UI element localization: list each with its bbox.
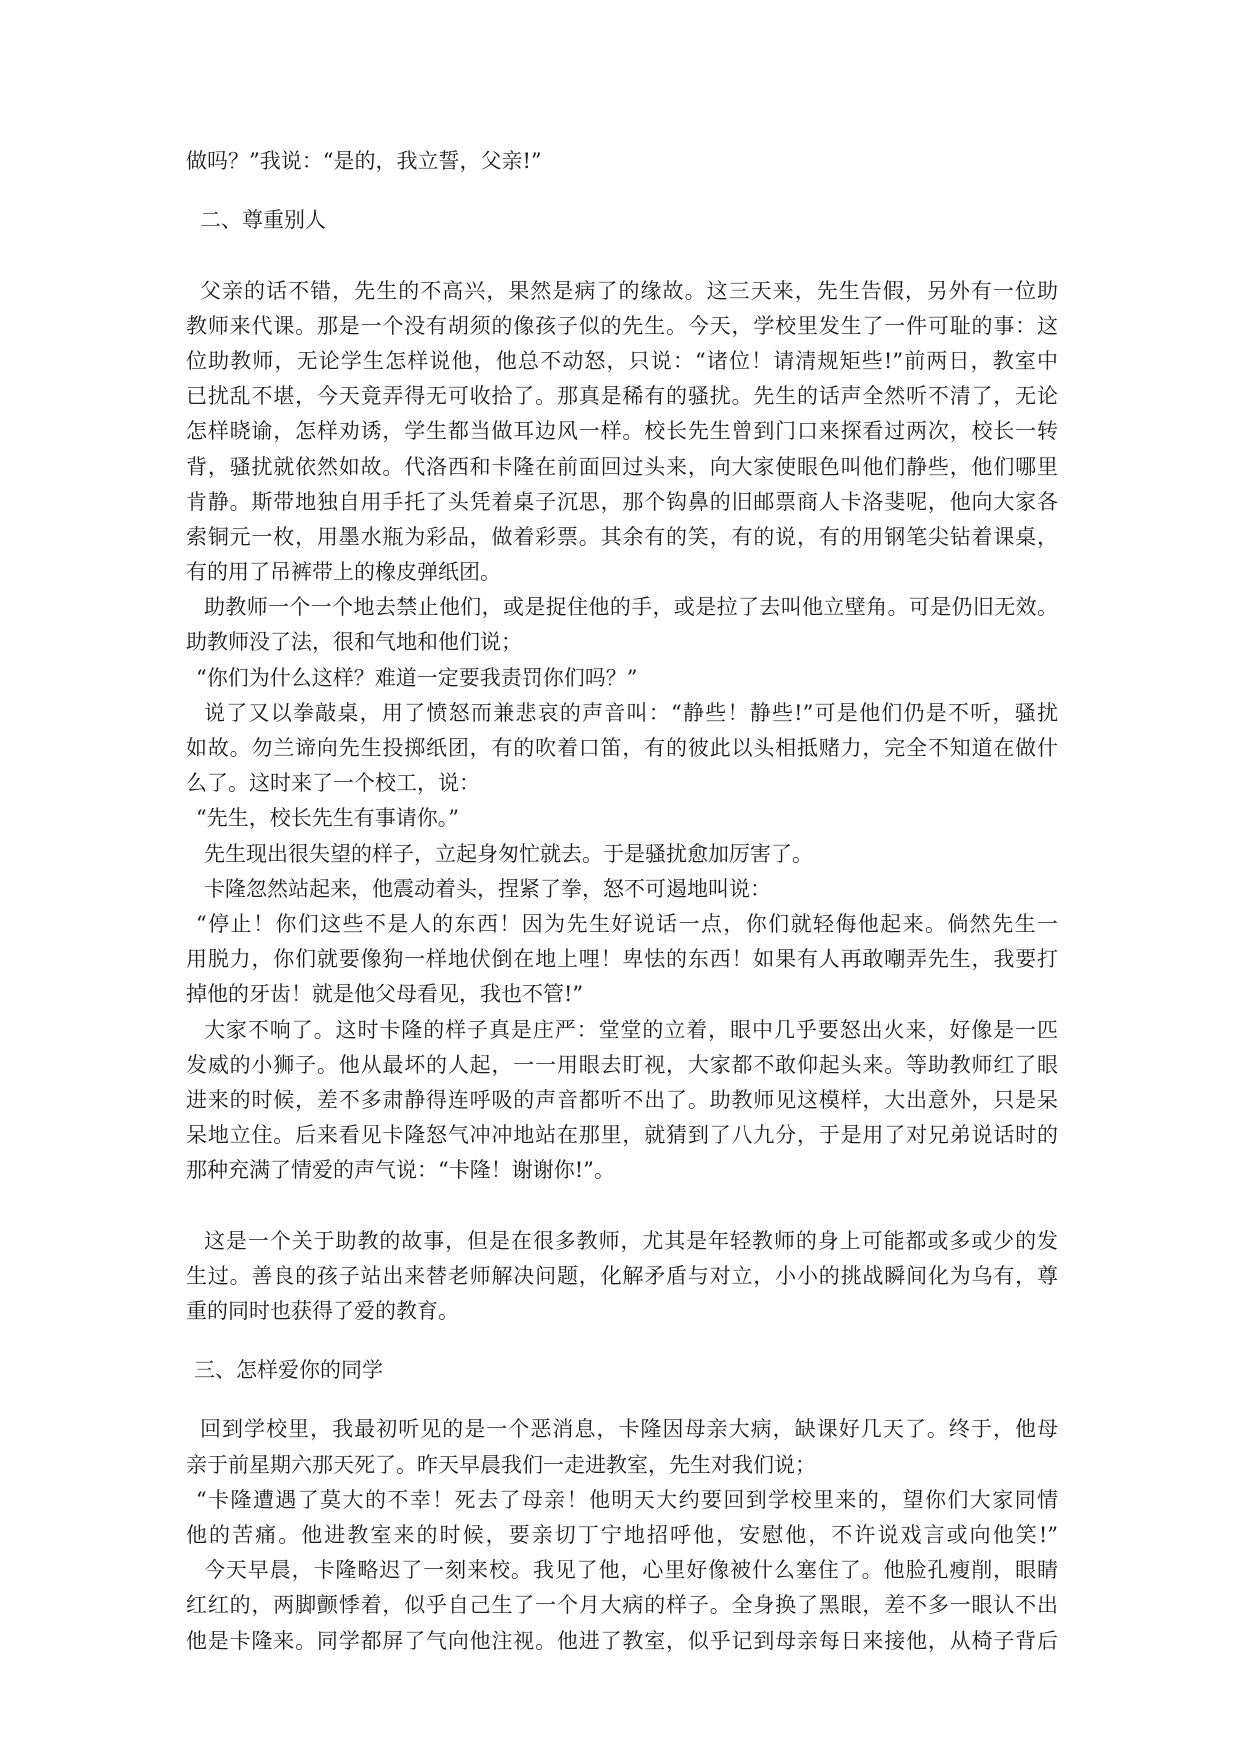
document-body [186, 144, 1058, 1659]
text-line: 么了。这时来了一个校工，说： [186, 771, 480, 796]
paragraph-teacher-shouts [186, 696, 1058, 802]
intro-line: 做吗？”我说：“是的，我立誓，父亲!” [186, 149, 542, 173]
text-line: 他的苦痛。他进教室来的时候，要亲切丁宁地招呼他，安慰他，不许说戏言或向他笑!” [186, 1522, 1058, 1547]
text-line: 说了又以拳敲桌，用了愤怒而兼悲哀的声音叫：“静些！静些!”可是他们仍是不听，骚扰 [204, 700, 1058, 725]
section-heading-love-classmates: 三、怎样爱你的同学 [194, 1358, 383, 1383]
paragraph-garrone-returns [186, 1553, 1058, 1659]
text-line: 他是卡隆来。同学都屏了气向他注视。他进了教室，似乎记到母亲每日来接他，从椅子背后 [186, 1628, 1058, 1653]
paragraph-teacher-leaves: 先生现出很失望的样子，立起身匆忙就去。于是骚扰愈加厉害了。 [204, 841, 813, 866]
text-line: 已扰乱不堪，今天竟弄得无可收拾了。那真是稀有的骚扰。先生的话声全然听不清了，无论 [186, 384, 1058, 409]
paragraph-commentary [186, 1224, 1058, 1330]
text-line: 怎样晓谕，怎样劝诱，学生都当做耳边风一样。校长先生曾到门口来探看过两次，校长一转 [186, 419, 1058, 444]
text-line: 发威的小狮子。他从最坏的人起，一一用眼去盯视，大家都不敢仰起头来。等助教师红了眼 [186, 1052, 1058, 1077]
text-line: 背，骚扰就依然如故。代洛西和卡隆在前面回过头来，向大家使眼色叫他们静些，他们哪里 [186, 454, 1058, 479]
quote-teacher-garrone [186, 1483, 1058, 1553]
text-line: 红红的，两脚颤悸着，似乎自己生了一个月大病的样子。全身换了黑眼，差不多一眼认不出 [186, 1593, 1058, 1618]
text-line: 教师来代课。那是一个没有胡须的像孩子似的先生。今天，学校里发生了一件可耻的事：这 [186, 313, 1058, 338]
paragraph-substitute-teacher [186, 274, 1058, 591]
text-line: “停止！你们这些不是人的东西！因为先生好说话一点，你们就轻侮他起来。倘然先生一 [196, 911, 1058, 936]
text-line: 肯静。斯带地独自用手托了头凭着桌子沉思，那个钩鼻的旧邮票商人卡洛斐呢，他向大家各 [186, 489, 1058, 514]
text-line: 用脱力，你们就要像狗一样地伏倒在地上哩！卑怯的东西！如果有人再敢嘲弄先生，我要打 [186, 947, 1058, 972]
text-line: 父亲的话不错，先生的不高兴，果然是病了的缘故。这三天来，先生告假，另外有一位助 [200, 278, 1058, 303]
text-line: 索铜元一枚，用墨水瓶为彩品，做着彩票。其余有的笑，有的说，有的用钢笔尖钻着课桌， [186, 524, 1058, 549]
text-line: 呆地立住。后来看见卡隆怒气冲冲地站在那里，就猜到了八九分，于是用了对兄弟说话时的 [186, 1123, 1058, 1148]
text-line: 生过。善良的孩子站出来替老师解决问题，化解矛盾与对立，小小的挑战瞬间化为乌有，尊 [186, 1263, 1058, 1288]
quote-janitor: “先生，校长先生有事请你。” [196, 806, 459, 831]
quote-garrone [186, 907, 1058, 1013]
text-line: 回到学校里，我最初听见的是一个恶消息，卡隆因母亲大病，缺课好几天了。终于，他母 [200, 1417, 1058, 1442]
text-line: 掉他的牙齿！就是他父母看见，我也不管!” [186, 982, 584, 1007]
text-line: 位助教师，无论学生怎样说他，他总不动怒，只说：“诸位！请清规矩些!”前两日，教室中 [186, 348, 1058, 373]
text-line: 有的用了吊裤带上的橡皮弹纸团。 [186, 560, 501, 585]
text-line: 如故。勿兰谛向先生投掷纸团，有的吹着口笛，有的彼此以头相抵赌力，完全不知道在做什 [186, 736, 1058, 760]
paragraph-garrone-stands: 卡隆忽然站起来，他震动着头，捏紧了拳，怒不可遏地叫说： [204, 876, 771, 901]
text-line: 今天早晨，卡隆略迟了一刻来校。我见了他，心里好像被什么塞住了。他脸孔瘦削，眼睛 [204, 1558, 1058, 1583]
quote-teacher: “你们为什么这样？难道一定要我责罚你们吗？” [196, 665, 638, 690]
text-line: 亲于前星期六那天死了。昨天早晨我们一走进教室，先生对我们说； [186, 1452, 816, 1477]
text-line: 助教师一个一个地去禁止他们，或是捉住他的手，或是拉了去叫他立壁角。可是仍旧无效。 [204, 595, 1058, 620]
text-line: 助教师没了法，很和气地和他们说； [186, 630, 522, 655]
paragraph-class-silent [186, 1013, 1058, 1189]
text-line: 那种充满了情爱的声气说：“卡隆！谢谢你!”。 [186, 1158, 615, 1183]
text-line: 重的同时也获得了爱的教育。 [186, 1299, 459, 1323]
text-line: 进来的时候，差不多肃静得连呼吸的声音都听不出了。助教师见这模样，大出意外，只是呆 [186, 1087, 1058, 1112]
section-heading-respect: 二、尊重别人 [200, 208, 326, 233]
text-line: 这是一个关于助教的故事，但是在很多教师，尤其是年轻教师的身上可能都或多或少的发 [204, 1228, 1058, 1253]
text-line: 大家不响了。这时卡隆的样子真是庄严：堂堂的立着，眼中几乎要怒出火来，好像是一匹 [204, 1017, 1058, 1042]
paragraph-teacher-tries [186, 590, 1058, 660]
text-line: “卡隆遭遇了莫大的不幸！死去了母亲！他明天大约要回到学校里来的，望你们大家同情 [196, 1487, 1058, 1512]
paragraph-bad-news [186, 1412, 1058, 1482]
